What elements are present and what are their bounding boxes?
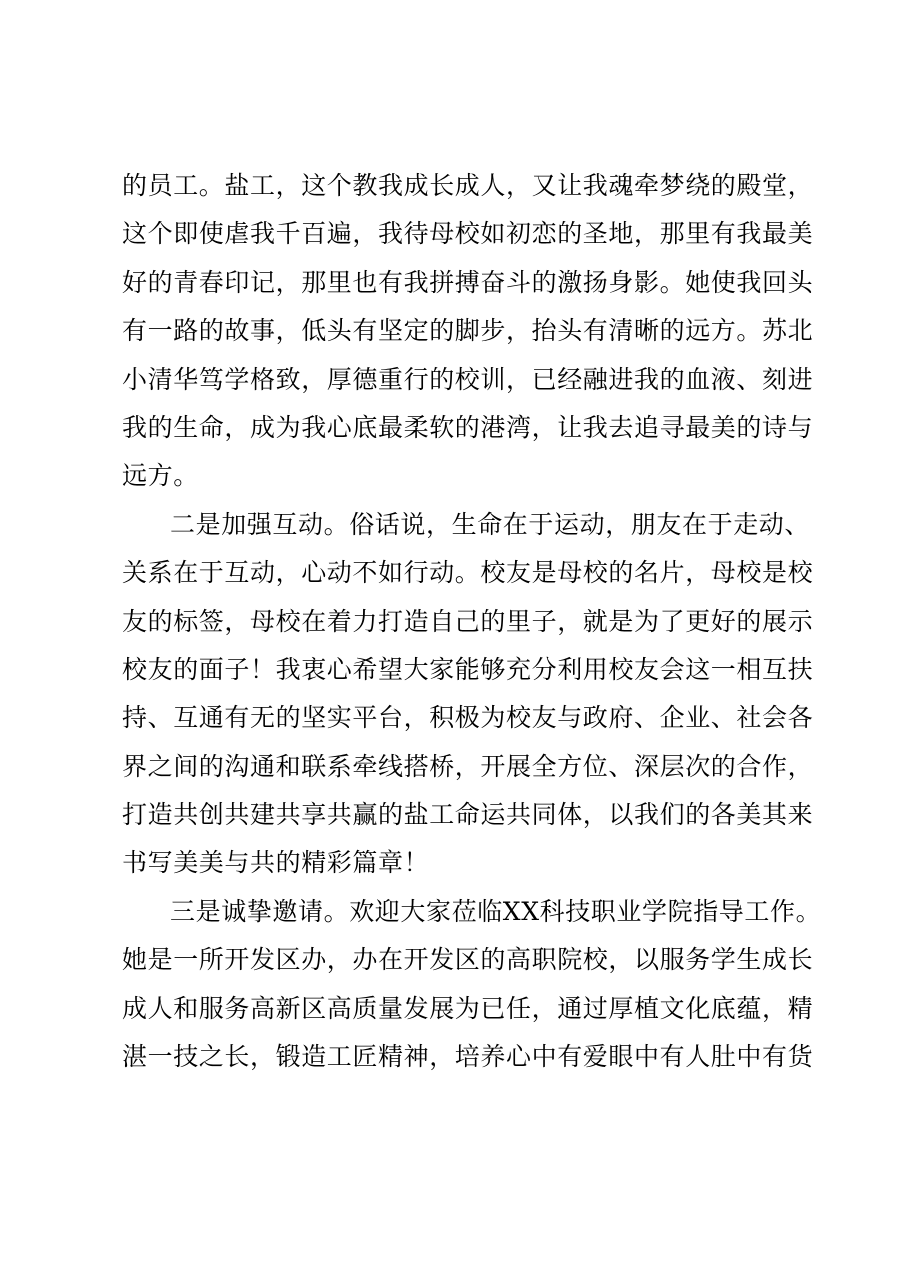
- text-line: 这个即使虐我千百遍，我待母校如初恋的圣地，那里有我最美: [122, 219, 814, 249]
- text-line: 有一路的故事，低头有坚定的脚步，抬头有清晰的远方。苏北: [122, 316, 814, 346]
- paragraph-start-line: 三是诚挚邀请。欢迎大家莅临XX科技职业学院指导工作。: [170, 896, 822, 926]
- paragraph-start-line: 二是加强互动。俗话说，生命在于运动，朋友在于走动、: [170, 509, 811, 539]
- text-line: 她是一所开发区办，办在开发区的高职院校，以服务学生成长: [122, 945, 814, 975]
- text-line: 好的青春印记，那里也有我拼搏奋斗的激扬身影。她使我回头: [122, 267, 814, 297]
- text-line: 的员工。盐工，这个教我成长成人，又让我魂牵梦绕的殿堂，: [122, 171, 814, 200]
- text-line: 友的标签，母校在着力打造自己的里子，就是为了更好的展示: [122, 606, 814, 636]
- text-line: 我的生命，成为我心底最柔软的港湾，让我去追寻最美的诗与: [122, 412, 814, 442]
- text-line: 远方。: [122, 461, 199, 491]
- text-line: 小清华笃学格致，厚德重行的校训，已经融进我的血液、刻进: [122, 364, 814, 394]
- text-line: 打造共创共建共享共赢的盐工命运共同体，以我们的各美其来: [122, 800, 814, 830]
- text-line: 持、互通有无的坚实平台，积极为校友与政府、企业、社会各: [122, 703, 814, 733]
- text-line: 成人和服务高新区高质量发展为已任，通过厚植文化底蕴，精: [122, 993, 814, 1023]
- text-line: 关系在于互动，心动不如行动。校友是母校的名片，母校是校: [122, 558, 814, 588]
- text-line: 校友的面子！我衷心希望大家能够充分利用校友会这一相互扶: [122, 654, 814, 684]
- body-text: [122, 162, 822, 1081]
- text-line: 湛一技之长，锻造工匠精神，培养心中有爱眼中有人肚中有货: [122, 1042, 814, 1072]
- text-line: 界之间的沟通和联系牵线搭桥，开展全方位、深层次的合作，: [122, 751, 814, 781]
- text-line: 书写美美与共的精彩篇章！: [122, 848, 430, 878]
